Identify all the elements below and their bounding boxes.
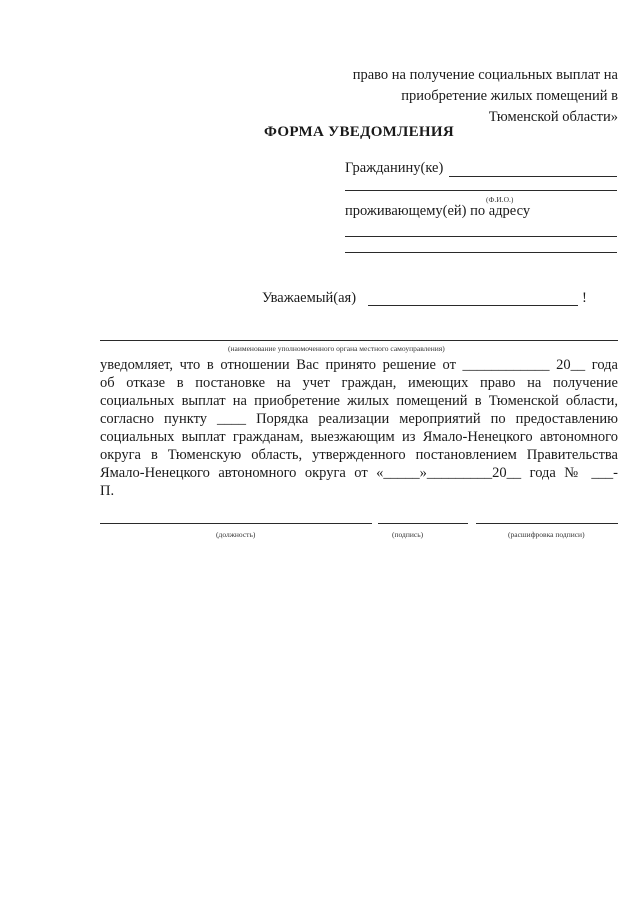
address-line-2 xyxy=(345,252,617,253)
header-line-1: право на получение социальных выплат на xyxy=(352,67,618,83)
header-line-2: приобретение жилых помещений в xyxy=(401,88,618,104)
signature-decoding-line xyxy=(476,523,618,524)
body-line-4: согласно пункту ____ Порядка реализации мероприятий по предоставлению xyxy=(100,411,618,427)
fio-caption: (Ф.И.О.) xyxy=(486,195,514,204)
document-title: ФОРМА УВЕДОМЛЕНИЯ xyxy=(264,124,454,140)
greeting-name-line xyxy=(368,305,578,306)
body-line-5: социальных выплат гражданам, выезжающим из Ямало-Ненецкого автономного xyxy=(100,429,618,445)
body-line-7: Ямало-Ненецкого автономного округа от «_____»_________20__ года № ___- xyxy=(100,465,618,481)
addressee-name-line xyxy=(449,176,617,177)
greeting-label: Уважаемый(ая) xyxy=(262,290,357,306)
decoding-caption: (расшифровка подписи) xyxy=(508,530,585,539)
address-line-1 xyxy=(345,236,617,237)
body-line-1: уведомляет, что в отношении Вас принято решение от ____________ 20__ года xyxy=(100,357,618,373)
organ-name-line xyxy=(100,340,618,341)
position-line xyxy=(100,523,372,524)
body-line-8: П. xyxy=(100,483,115,499)
body-line-2: об отказе в постановке на учет граждан, имеющих право на получение xyxy=(100,375,618,391)
position-caption: (должность) xyxy=(216,530,256,539)
header-line-3: Тюменской области» xyxy=(488,109,618,125)
organ-caption: (наименование уполномоченного органа местного самоуправления) xyxy=(228,344,445,353)
body-line-3: социальных выплат на приобретение жилых помещений в Тюменской области, xyxy=(100,393,618,409)
addressee-label: Гражданину(ке) xyxy=(345,160,444,176)
addressee-name-line-2 xyxy=(345,190,617,191)
body-line-6: округа в Тюменскую область, утвержденного постановлением Правительства xyxy=(100,447,618,463)
address-label: проживающему(ей) по адресу xyxy=(345,203,531,219)
signature-caption: (подпись) xyxy=(392,530,424,539)
signature-line xyxy=(378,523,468,524)
greeting-exclamation: ! xyxy=(582,290,587,306)
